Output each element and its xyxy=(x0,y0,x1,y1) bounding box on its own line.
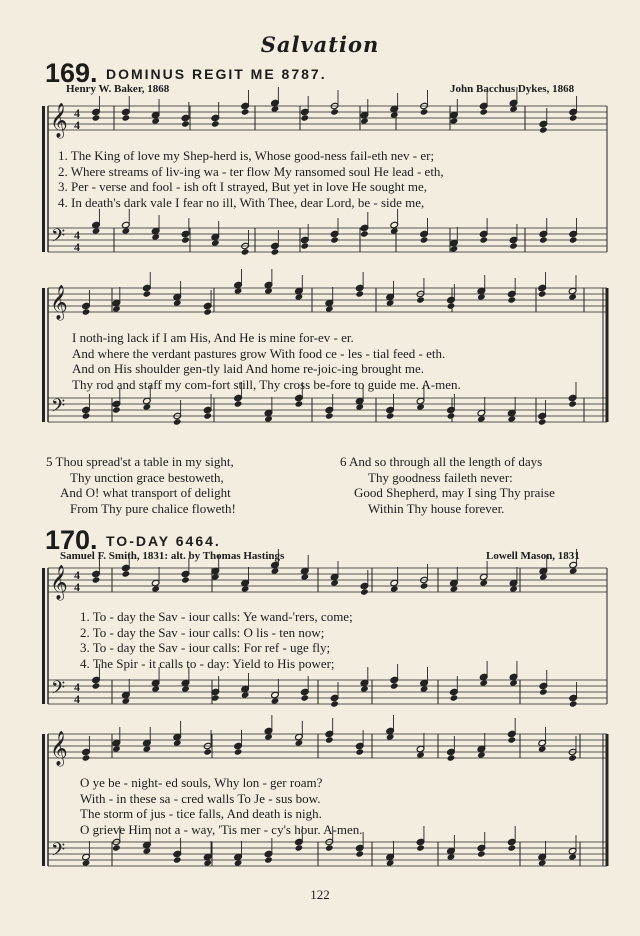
bass-clef-icon: 𝄢 xyxy=(51,396,66,421)
stanza-line: From Thy pure chalice floweth! xyxy=(70,500,236,516)
note-head xyxy=(143,847,152,854)
note-head xyxy=(234,859,243,866)
note-head xyxy=(447,302,456,309)
note-head xyxy=(360,588,369,595)
note-head xyxy=(450,694,459,701)
note-head xyxy=(264,287,273,294)
note-head xyxy=(143,745,152,752)
verse-line: I noth-ing lack if I am His, And He is mine for-ev - er. xyxy=(72,330,354,345)
note-head xyxy=(271,105,280,112)
verse-line: 1. To - day the Sav - iour calls: Ye wand-'rers, come; xyxy=(80,609,353,624)
note-head xyxy=(295,844,304,851)
note-head xyxy=(112,745,121,752)
note-head xyxy=(173,418,182,425)
note-head xyxy=(420,236,429,243)
note-head xyxy=(569,114,578,121)
time-signature: 4 xyxy=(74,692,80,706)
note-head xyxy=(509,585,518,592)
note-head xyxy=(325,844,334,851)
note-head xyxy=(390,111,399,118)
note-head xyxy=(450,245,459,252)
note-head xyxy=(360,230,369,237)
note-head xyxy=(538,745,547,752)
note-head xyxy=(509,679,518,686)
note-head xyxy=(241,108,250,115)
note-head xyxy=(420,582,429,589)
note-head xyxy=(300,694,309,701)
note-head xyxy=(181,576,190,583)
note-head xyxy=(569,700,578,707)
treble-clef-icon: 𝄞 xyxy=(50,731,68,766)
note-head xyxy=(330,108,339,115)
note-head xyxy=(211,120,220,127)
note-head xyxy=(386,733,395,740)
verse-line: 2. To - day the Sav - iour calls: O lis - ten now; xyxy=(80,624,325,640)
system-brace xyxy=(42,734,45,866)
note-head xyxy=(92,227,101,234)
note-head xyxy=(479,679,488,686)
bass-clef-icon: 𝄢 xyxy=(51,840,66,865)
note-head xyxy=(330,700,339,707)
note-head xyxy=(295,739,304,746)
note-head xyxy=(271,248,280,255)
note-head xyxy=(416,403,425,410)
note-head xyxy=(211,239,220,246)
note-head xyxy=(416,296,425,303)
note-head xyxy=(151,685,160,692)
note-head xyxy=(477,850,486,857)
note-head xyxy=(507,844,516,851)
note-head xyxy=(173,299,182,306)
note-head xyxy=(82,859,91,866)
note-head xyxy=(151,585,160,592)
bass-clef-icon: 𝄢 xyxy=(51,678,66,703)
note-head xyxy=(330,579,339,586)
note-head xyxy=(92,114,101,121)
note-head xyxy=(82,412,91,419)
note-head xyxy=(234,748,243,755)
note-head xyxy=(416,844,425,851)
note-head xyxy=(479,236,488,243)
note-head xyxy=(539,688,548,695)
verse-line: And where the verdant pastures grow With food ce - les - tial feed - eth. xyxy=(72,345,446,361)
note-head xyxy=(538,290,547,297)
verse-line: 4. The Spir - it calls to - day: Yield to His power; xyxy=(80,655,335,671)
note-head xyxy=(300,242,309,249)
note-head xyxy=(122,227,131,234)
note-head xyxy=(181,685,190,692)
note-head xyxy=(569,567,578,574)
note-head xyxy=(568,754,577,761)
note-head xyxy=(234,400,243,407)
note-head xyxy=(568,293,577,300)
verse-line: With - in these sa - cred walls To Je - sus bow. xyxy=(80,790,321,806)
section-title: Salvation xyxy=(260,32,380,57)
note-head xyxy=(507,415,516,422)
verse-line: 1. The King of love my Shep-herd is, Whose good-ness fail-eth nev - er; xyxy=(58,148,435,163)
note-head xyxy=(450,117,459,124)
note-head xyxy=(569,236,578,243)
note-head xyxy=(203,859,212,866)
time-signature: 4 xyxy=(74,568,80,582)
note-head xyxy=(234,287,243,294)
note-head xyxy=(390,585,399,592)
note-head xyxy=(447,853,456,860)
note-head xyxy=(360,685,369,692)
note-head xyxy=(203,308,212,315)
note-head xyxy=(509,242,518,249)
note-head xyxy=(477,751,486,758)
stanza-line: 6 And so through all the length of days xyxy=(340,454,543,469)
note-head xyxy=(507,736,516,743)
note-head xyxy=(386,859,395,866)
note-head xyxy=(241,691,250,698)
treble-clef-icon: 𝄞 xyxy=(50,565,68,600)
composer-credit: Lowell Mason, 1831 xyxy=(486,550,580,562)
note-head xyxy=(507,296,516,303)
note-head xyxy=(539,236,548,243)
note-head xyxy=(538,418,547,425)
note-head xyxy=(477,293,486,300)
note-head xyxy=(181,120,190,127)
note-head xyxy=(203,748,212,755)
author-credit: Henry W. Baker, 1868 xyxy=(66,83,170,95)
note-head xyxy=(241,248,250,255)
time-signature: 4 xyxy=(74,118,80,132)
note-head xyxy=(151,117,160,124)
stanza-line: Thy goodness faileth never: xyxy=(368,469,513,485)
stanza-line: 5 Thou spread'st a table in my sight, xyxy=(46,454,234,469)
verse-line: And on His shoulder gen-tly laid And home re-joic-ing brought me. xyxy=(72,361,425,376)
time-signature: 4 xyxy=(74,580,80,594)
note-head xyxy=(264,415,273,422)
verse-line: 2. Where streams of liv-ing wa - ter flow My ransomed soul He lead - eth, xyxy=(58,163,444,179)
verse-line: O grieve Him not a - way, 'Tis mer - cy's hour. A-men. xyxy=(80,821,363,837)
note-head xyxy=(143,403,152,410)
time-signature: 4 xyxy=(74,680,80,694)
note-head xyxy=(271,567,280,574)
note-head xyxy=(538,859,547,866)
note-head xyxy=(447,412,456,419)
stanza-line: Good Shepherd, may I sing Thy praise xyxy=(354,485,555,500)
stanza-line: And O! what transport of delight xyxy=(60,485,231,500)
composer-credit: John Bacchus Dykes, 1868 xyxy=(450,83,575,95)
note-head xyxy=(479,579,488,586)
note-head xyxy=(241,585,250,592)
note-head xyxy=(539,126,548,133)
verse-line: The storm of jus - tice falls, And death is nigh. xyxy=(80,806,322,821)
time-signature: 4 xyxy=(74,106,80,120)
note-head xyxy=(325,412,334,419)
note-head xyxy=(92,682,101,689)
note-head xyxy=(112,844,121,851)
note-head xyxy=(325,305,334,312)
note-head xyxy=(386,299,395,306)
hymn-number: 169. xyxy=(45,58,98,88)
note-head xyxy=(82,308,91,315)
note-head xyxy=(151,233,160,240)
note-head xyxy=(477,415,486,422)
note-head xyxy=(386,412,395,419)
note-head xyxy=(355,850,364,857)
note-head xyxy=(420,685,429,692)
bass-clef-icon: 𝄢 xyxy=(51,226,66,251)
note-head xyxy=(203,412,212,419)
tune-name: DOMINUS REGIT ME 8787. xyxy=(106,66,327,82)
note-head xyxy=(325,736,334,743)
time-signature: 4 xyxy=(74,240,80,254)
note-head xyxy=(295,400,304,407)
note-head xyxy=(447,754,456,761)
author-credit: Samuel F. Smith, 1831: alt. by Thomas Hastings xyxy=(60,550,285,562)
stanza-line: Thy unction grace bestoweth, xyxy=(70,469,224,485)
note-head xyxy=(82,754,91,761)
verse-line: Thy rod and staff my com-fort still, Thy cross be-fore to guide me. A-men. xyxy=(72,376,461,392)
system-brace xyxy=(42,568,45,704)
note-head xyxy=(390,682,399,689)
verse-line: 3. To - day the Sav - iour calls: For ref - uge fly; xyxy=(80,640,331,655)
note-head xyxy=(181,236,190,243)
time-signature: 4 xyxy=(74,228,80,242)
note-head xyxy=(173,856,182,863)
note-head xyxy=(300,114,309,121)
treble-clef-icon: 𝄞 xyxy=(50,103,68,138)
note-head xyxy=(539,573,548,580)
note-head xyxy=(479,108,488,115)
note-head xyxy=(264,733,273,740)
system-brace xyxy=(42,288,45,422)
stanza-line: Within Thy house forever. xyxy=(368,500,505,516)
tune-name: TO-DAY 6464. xyxy=(106,533,221,549)
verse-line: 3. Per - verse and fool - ish oft I strayed, But yet in love He sought me, xyxy=(58,179,427,194)
note-head xyxy=(112,305,121,312)
note-head xyxy=(360,117,369,124)
page-number: 122 xyxy=(310,887,330,902)
note-head xyxy=(568,853,577,860)
note-head xyxy=(509,105,518,112)
note-head xyxy=(355,290,364,297)
note-head xyxy=(355,748,364,755)
note-head xyxy=(271,697,280,704)
treble-clef-icon: 𝄞 xyxy=(50,285,68,320)
hymn-number: 170. xyxy=(45,525,98,555)
system-brace xyxy=(42,106,45,252)
note-head xyxy=(420,108,429,115)
note-head xyxy=(122,697,131,704)
note-head xyxy=(416,751,425,758)
note-head xyxy=(295,293,304,300)
note-head xyxy=(330,236,339,243)
note-head xyxy=(143,290,152,297)
note-head xyxy=(300,573,309,580)
note-head xyxy=(122,114,131,121)
note-head xyxy=(112,406,121,413)
note-head xyxy=(122,570,131,577)
note-head xyxy=(92,576,101,583)
note-head xyxy=(568,400,577,407)
note-head xyxy=(264,856,273,863)
verse-line: O ye be - night- ed souls, Why lon - ger roam? xyxy=(80,775,323,790)
note-head xyxy=(450,585,459,592)
note-head xyxy=(355,403,364,410)
verse-line: 4. In death's dark vale I fear no ill, With Thee, dear Lord, be - side me, xyxy=(58,194,425,210)
note-head xyxy=(173,739,182,746)
note-head xyxy=(390,227,399,234)
